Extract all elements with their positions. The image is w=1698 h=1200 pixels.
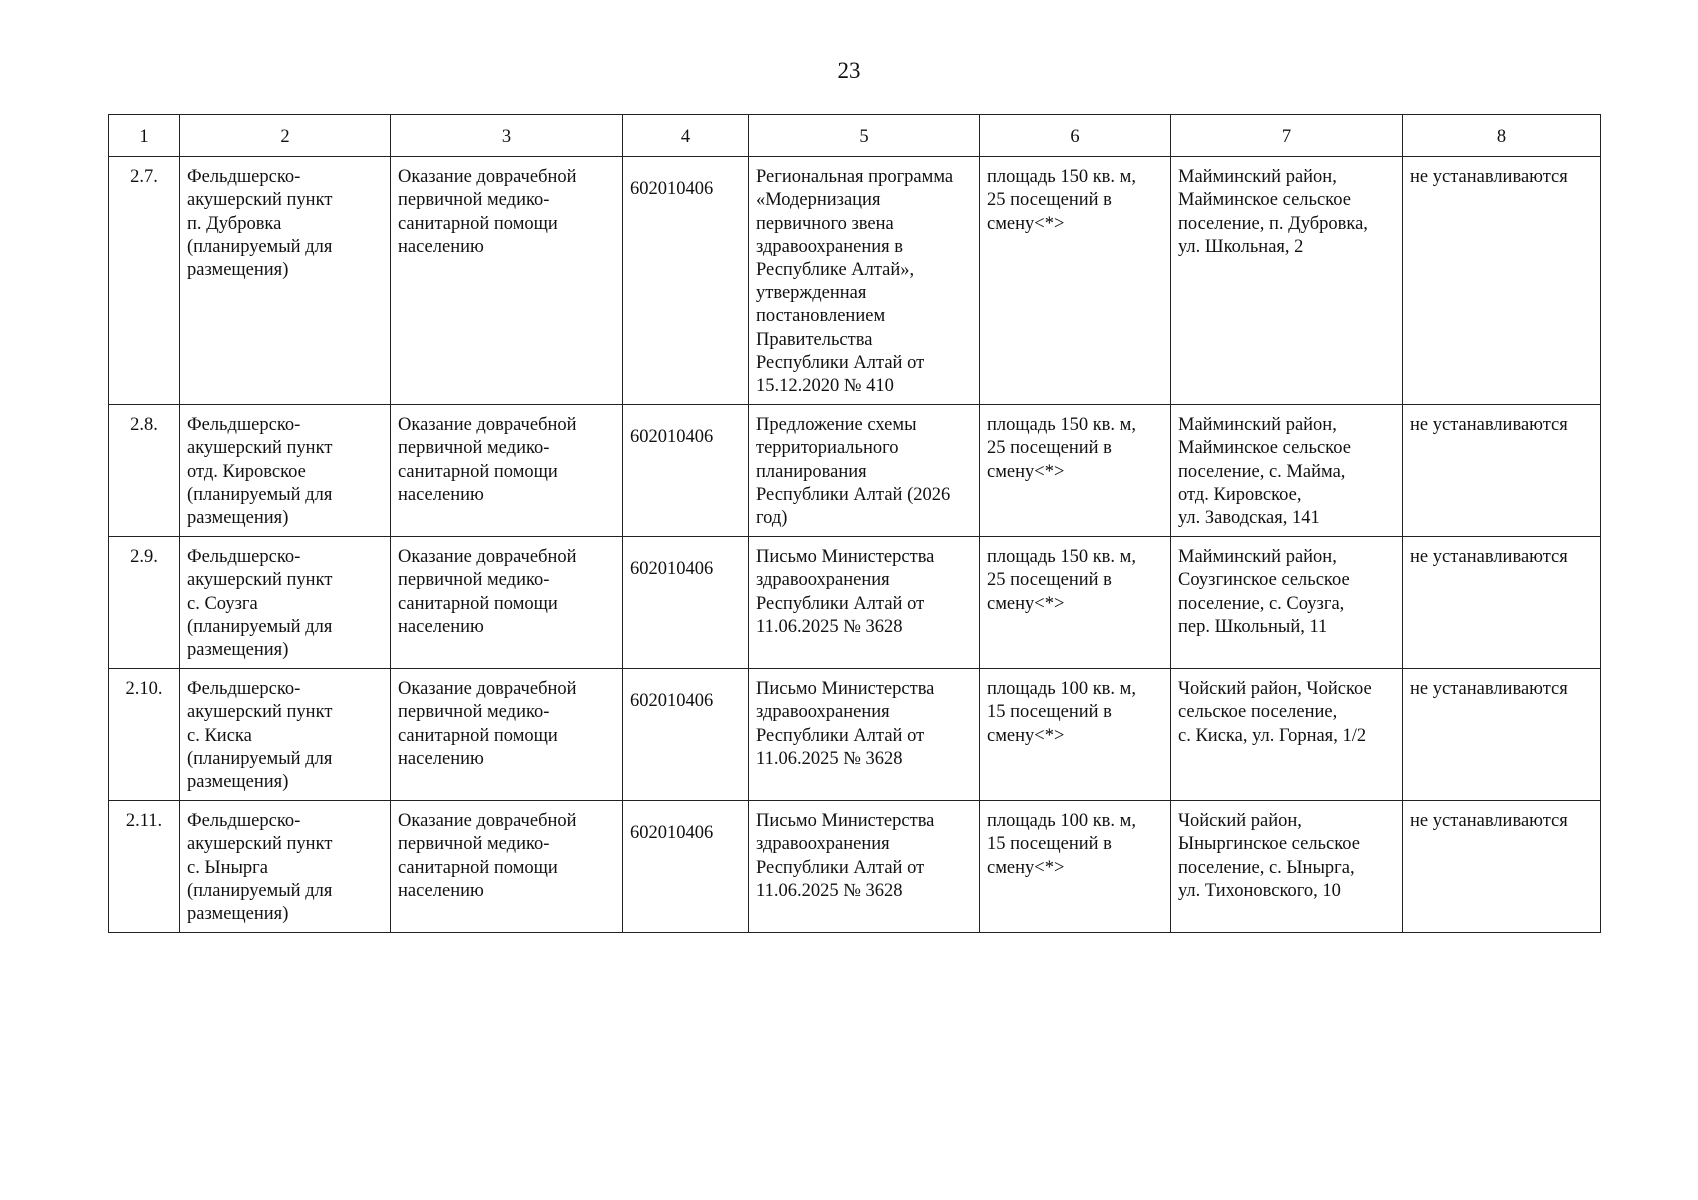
purpose-line: населению <box>398 880 484 901</box>
purpose-line: Оказание доврачебной <box>398 811 577 832</box>
location-line: поселение, с. Ынырга, <box>1178 857 1355 878</box>
location-line: поселение, с. Майма, <box>1178 461 1346 482</box>
row-number-cell: 2.11. <box>109 801 180 933</box>
table-row <box>109 801 1601 933</box>
object-name-cell <box>180 669 391 801</box>
basis-line: 15.12.2020 № 410 <box>756 376 894 397</box>
basis-line: постановлением <box>756 306 886 327</box>
purpose-cell <box>391 669 623 801</box>
purpose-line: Оказание доврачебной <box>398 167 577 188</box>
object-name-cell <box>180 801 391 933</box>
object-name-line: Фельдшерско- <box>187 679 301 700</box>
characteristics-line: площадь 150 кв. м, <box>987 547 1136 568</box>
basis-line: здравоохранения <box>756 834 890 855</box>
table-header-row <box>109 115 1601 157</box>
location-line: Майминский район, <box>1178 167 1337 188</box>
location-line: отд. Кировское, <box>1178 484 1302 505</box>
zones-cell: не устанавливаются <box>1403 405 1601 537</box>
characteristics-cell <box>980 157 1171 405</box>
location-line: сельское поселение, <box>1178 702 1338 723</box>
object-name-line: размещения) <box>187 904 289 925</box>
basis-line: 11.06.2025 № 3628 <box>756 880 903 901</box>
characteristics-line: площадь 150 кв. м, <box>987 415 1136 436</box>
basis-cell <box>749 405 980 537</box>
location-line: ул. Заводская, 141 <box>1178 508 1320 529</box>
basis-line: Республики Алтай от <box>756 593 925 614</box>
purpose-cell <box>391 405 623 537</box>
location-line: поселение, п. Дубровка, <box>1178 213 1368 234</box>
location-line: Соузгинское сельское <box>1178 570 1350 591</box>
characteristics-line: площадь 150 кв. м, <box>987 167 1136 188</box>
purpose-line: санитарной помощи <box>398 593 558 614</box>
location-cell <box>1171 157 1403 405</box>
row-number-cell: 2.10. <box>109 669 180 801</box>
object-name-line: размещения) <box>187 772 289 793</box>
object-name-cell <box>180 405 391 537</box>
zones-cell: не устанавливаются <box>1403 537 1601 669</box>
object-name-line: с. Ынырга <box>187 857 268 878</box>
column-header: 1 <box>109 115 180 157</box>
basis-line: 11.06.2025 № 3628 <box>756 616 903 637</box>
location-line: ул. Тихоновского, 10 <box>1178 880 1341 901</box>
purpose-line: санитарной помощи <box>398 857 558 878</box>
object-name-line: акушерский пункт <box>187 702 333 723</box>
column-header: 6 <box>980 115 1171 157</box>
purpose-line: населению <box>398 616 484 637</box>
basis-line: здравоохранения в <box>756 236 903 257</box>
purpose-line: Оказание доврачебной <box>398 415 577 436</box>
basis-line: год) <box>756 508 788 529</box>
characteristics-cell <box>980 669 1171 801</box>
object-name-line: акушерский пункт <box>187 834 333 855</box>
object-name-line: размещения) <box>187 640 289 661</box>
column-header: 5 <box>749 115 980 157</box>
facilities-table <box>108 114 1601 933</box>
characteristics-cell <box>980 537 1171 669</box>
characteristics-line: площадь 100 кв. м, <box>987 811 1136 832</box>
object-name-line: (планируемый для <box>187 616 333 637</box>
purpose-line: санитарной помощи <box>398 213 558 234</box>
characteristics-line: 25 посещений в <box>987 570 1112 591</box>
basis-line: Письмо Министерства <box>756 811 935 832</box>
characteristics-line: смену<*> <box>987 593 1065 614</box>
basis-line: «Модернизация <box>756 190 881 211</box>
basis-line: планирования <box>756 461 867 482</box>
basis-line: территориального <box>756 438 899 459</box>
purpose-line: первичной медико- <box>398 570 550 591</box>
code-cell: 602010406 <box>623 405 749 537</box>
zones-cell: не устанавливаются <box>1403 801 1601 933</box>
column-header: 8 <box>1403 115 1601 157</box>
row-number-cell: 2.9. <box>109 537 180 669</box>
row-number-cell: 2.8. <box>109 405 180 537</box>
table-row <box>109 669 1601 801</box>
object-name-line: Фельдшерско- <box>187 547 301 568</box>
purpose-line: первичной медико- <box>398 702 550 723</box>
basis-cell <box>749 801 980 933</box>
table-row <box>109 537 1601 669</box>
characteristics-line: смену<*> <box>987 213 1065 234</box>
basis-line: утвержденная <box>756 283 867 304</box>
object-name-cell <box>180 537 391 669</box>
basis-line: Республики Алтай от <box>756 352 925 373</box>
object-name-line: акушерский пункт <box>187 190 333 211</box>
basis-line: Республики Алтай от <box>756 725 925 746</box>
basis-cell <box>749 537 980 669</box>
table-row <box>109 157 1601 405</box>
object-name-line: размещения) <box>187 260 289 281</box>
basis-line: Республики Алтай (2026 <box>756 484 951 505</box>
characteristics-line: 15 посещений в <box>987 834 1112 855</box>
object-name-line: акушерский пункт <box>187 438 333 459</box>
basis-line: первичного звена <box>756 213 894 234</box>
basis-line: Письмо Министерства <box>756 547 935 568</box>
object-name-line: с. Соузга <box>187 593 258 614</box>
characteristics-line: смену<*> <box>987 725 1065 746</box>
purpose-line: населению <box>398 236 484 257</box>
characteristics-line: площадь 100 кв. м, <box>987 679 1136 700</box>
location-line: Майминский район, <box>1178 547 1337 568</box>
object-name-cell <box>180 157 391 405</box>
location-line: Майминский район, <box>1178 415 1337 436</box>
location-line: с. Киска, ул. Горная, 1/2 <box>1178 725 1367 746</box>
object-name-line: (планируемый для <box>187 880 333 901</box>
table-body <box>109 115 1601 933</box>
code-cell: 602010406 <box>623 801 749 933</box>
purpose-cell <box>391 157 623 405</box>
zones-cell: не устанавливаются <box>1403 157 1601 405</box>
location-line: пер. Школьный, 11 <box>1178 616 1328 637</box>
object-name-line: Фельдшерско- <box>187 167 301 188</box>
location-line: ул. Школьная, 2 <box>1178 236 1304 257</box>
basis-line: Республике Алтай», <box>756 260 915 281</box>
location-line: Майминское сельское <box>1178 438 1351 459</box>
purpose-line: первичной медико- <box>398 190 550 211</box>
object-name-line: (планируемый для <box>187 748 333 769</box>
characteristics-line: смену<*> <box>987 857 1065 878</box>
object-name-line: (планируемый для <box>187 236 333 257</box>
object-name-line: размещения) <box>187 508 289 529</box>
characteristics-cell <box>980 405 1171 537</box>
location-line: Майминское сельское <box>1178 190 1351 211</box>
purpose-cell <box>391 801 623 933</box>
purpose-line: первичной медико- <box>398 834 550 855</box>
characteristics-cell <box>980 801 1171 933</box>
characteristics-line: 25 посещений в <box>987 190 1112 211</box>
row-number-cell: 2.7. <box>109 157 180 405</box>
object-name-line: отд. Кировское <box>187 461 306 482</box>
basis-line: Региональная программа <box>756 167 954 188</box>
basis-line: Предложение схемы <box>756 415 917 436</box>
location-cell <box>1171 537 1403 669</box>
location-cell <box>1171 405 1403 537</box>
column-header: 3 <box>391 115 623 157</box>
basis-line: Правительства <box>756 329 873 350</box>
basis-line: Республики Алтай от <box>756 857 925 878</box>
object-name-line: (планируемый для <box>187 484 333 505</box>
zones-cell: не устанавливаются <box>1403 669 1601 801</box>
purpose-cell <box>391 537 623 669</box>
code-cell: 602010406 <box>623 157 749 405</box>
location-line: Чойский район, Чойское <box>1178 679 1372 700</box>
purpose-line: санитарной помощи <box>398 461 558 482</box>
page-number: 23 <box>837 58 861 83</box>
column-header: 7 <box>1171 115 1403 157</box>
purpose-line: населению <box>398 748 484 769</box>
basis-line: Письмо Министерства <box>756 679 935 700</box>
object-name-line: п. Дубровка <box>187 213 282 234</box>
basis-line: здравоохранения <box>756 570 890 591</box>
purpose-line: населению <box>398 484 484 505</box>
characteristics-line: 25 посещений в <box>987 438 1112 459</box>
location-line: поселение, с. Соузга, <box>1178 593 1345 614</box>
characteristics-line: 15 посещений в <box>987 702 1112 723</box>
code-cell: 602010406 <box>623 669 749 801</box>
purpose-line: Оказание доврачебной <box>398 547 577 568</box>
basis-cell <box>749 669 980 801</box>
column-header: 2 <box>180 115 391 157</box>
purpose-line: Оказание доврачебной <box>398 679 577 700</box>
object-name-line: акушерский пункт <box>187 570 333 591</box>
location-line: Ыныргинское сельское <box>1178 834 1360 855</box>
location-cell <box>1171 669 1403 801</box>
purpose-line: санитарной помощи <box>398 725 558 746</box>
basis-cell <box>749 157 980 405</box>
object-name-line: Фельдшерско- <box>187 415 301 436</box>
object-name-line: Фельдшерско- <box>187 811 301 832</box>
basis-line: 11.06.2025 № 3628 <box>756 748 903 769</box>
location-line: Чойский район, <box>1178 811 1302 832</box>
location-cell <box>1171 801 1403 933</box>
purpose-line: первичной медико- <box>398 438 550 459</box>
characteristics-line: смену<*> <box>987 461 1065 482</box>
object-name-line: с. Киска <box>187 725 252 746</box>
basis-line: здравоохранения <box>756 702 890 723</box>
table-row <box>109 405 1601 537</box>
column-header: 4 <box>623 115 749 157</box>
code-cell: 602010406 <box>623 537 749 669</box>
